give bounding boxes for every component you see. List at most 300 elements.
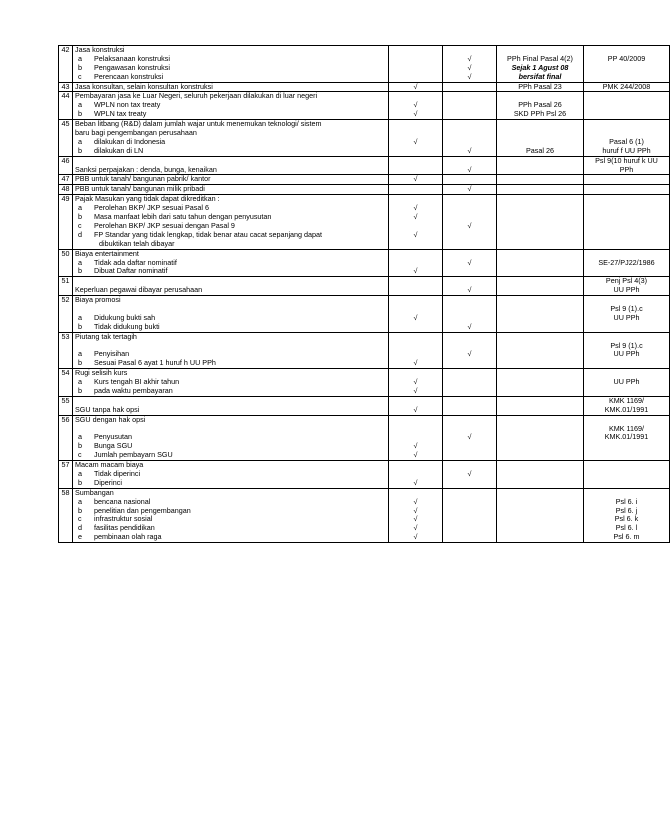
item-description	[73, 415, 389, 460]
sub-item-letter: a	[78, 100, 82, 110]
cell-line: baru bagi pengembangan perusahaan	[75, 128, 197, 138]
blank-line	[584, 73, 669, 82]
blank-line	[443, 369, 496, 378]
sub-item-letter: a	[78, 136, 82, 146]
blank-line	[584, 470, 669, 479]
blank-line	[584, 359, 669, 368]
check-mark: √	[413, 203, 418, 213]
check-mark: √	[467, 62, 472, 72]
table-row	[59, 46, 670, 83]
cell-line: UU PPh	[613, 349, 640, 359]
check-mark: √	[467, 432, 472, 442]
check-mark: √	[467, 469, 472, 479]
blank-line	[443, 515, 496, 524]
blank-line	[497, 157, 583, 166]
sub-item-label: WPLN tax treaty	[94, 109, 147, 119]
blank-line	[389, 333, 442, 342]
deductible-column	[389, 175, 443, 185]
cell-line: UU PPh	[613, 377, 640, 387]
deductible-column	[389, 46, 443, 83]
reference-column	[584, 249, 670, 277]
note-column	[497, 277, 584, 296]
sub-item-letter: a	[78, 469, 82, 479]
note-column	[497, 175, 584, 185]
row-number: 53	[59, 332, 73, 369]
table-row	[59, 175, 670, 185]
sub-item	[73, 451, 388, 460]
blank-line	[584, 479, 669, 488]
blank-line	[584, 442, 669, 451]
item-description	[73, 185, 389, 195]
note-column	[497, 415, 584, 460]
item-description	[73, 82, 389, 92]
blank-line	[389, 120, 442, 129]
sub-item-label: Tidak diperinci	[94, 469, 141, 479]
sub-item-letter: c	[78, 450, 82, 460]
blank-line	[389, 461, 442, 470]
cell-line: KMK.01/1991	[604, 404, 649, 414]
blank-line	[497, 498, 583, 507]
reference-column	[584, 82, 670, 92]
deductible-column	[389, 277, 443, 296]
blank-line	[497, 470, 583, 479]
reference-column	[584, 156, 670, 175]
blank-line	[497, 342, 583, 351]
blank-line	[497, 533, 583, 542]
item-description	[73, 156, 389, 175]
blank-line	[497, 305, 583, 314]
deductible-column	[389, 82, 443, 92]
sub-item-label: Diperinci	[94, 477, 122, 487]
note-column	[497, 82, 584, 92]
cell-line: Psl 6. m	[613, 532, 640, 542]
check-mark: √	[467, 220, 472, 230]
reference-column	[584, 92, 670, 120]
cell-line: Sumbangan	[75, 487, 114, 497]
cell-line: PP 40/2009	[607, 53, 646, 63]
blank-line	[497, 425, 583, 434]
sub-item-label: fasilitas pendidikan	[94, 523, 155, 533]
blank-line	[443, 296, 496, 305]
blank-line	[389, 323, 442, 332]
note-column	[497, 185, 584, 195]
blank-line	[389, 64, 442, 73]
deductible-column	[389, 185, 443, 195]
cell-line: Rugi selisih kurs	[75, 368, 128, 378]
non-deductible-column	[443, 277, 497, 296]
cell-line: Pajak Masukan yang tidak dapat dikreditkan :	[75, 194, 220, 204]
blank-line	[389, 277, 442, 286]
cell-line: UU PPh	[613, 285, 640, 295]
sub-item-letter: a	[78, 257, 82, 267]
blank-line	[443, 129, 496, 138]
table-row	[59, 488, 670, 542]
reference-column	[584, 175, 670, 185]
check-mark: √	[413, 266, 418, 276]
check-mark: √	[467, 145, 472, 155]
blank-line	[497, 250, 583, 259]
note-text: Sejak 1 Agust 08	[511, 62, 569, 72]
check-mark: √	[413, 496, 418, 506]
sub-item-label: penelitian dan pengembangan	[94, 505, 191, 515]
table-row	[59, 156, 670, 175]
check-mark: √	[413, 514, 418, 524]
sub-item-letter: b	[78, 212, 82, 222]
table-row	[59, 296, 670, 333]
blank-line	[584, 120, 669, 129]
blank-line	[443, 387, 496, 396]
blank-line	[497, 369, 583, 378]
blank-line	[497, 416, 583, 425]
sub-item	[73, 479, 388, 488]
blank-line	[497, 515, 583, 524]
row-number: 45	[59, 120, 73, 157]
reference-column	[584, 120, 670, 157]
blank-line	[497, 267, 583, 276]
table-row	[59, 195, 670, 249]
check-mark: √	[413, 358, 418, 368]
deductible-column	[389, 120, 443, 157]
sub-item-letter: b	[78, 477, 82, 487]
blank-line	[584, 387, 669, 396]
check-mark: √	[467, 53, 472, 63]
non-deductible-column	[443, 396, 497, 415]
blank-line	[497, 350, 583, 359]
cell-line: SE-27/PJ22/1986	[598, 257, 655, 267]
blank-line	[497, 489, 583, 498]
cell-line: SGU tanpa hak opsi	[75, 404, 140, 414]
blank-line	[497, 222, 583, 231]
check-mark: √	[413, 377, 418, 387]
sub-item-letter: b	[78, 505, 82, 515]
sub-item-letter: b	[78, 109, 82, 119]
deductible-column	[389, 195, 443, 249]
row-number: 50	[59, 249, 73, 277]
blank-line	[389, 296, 442, 305]
item-description	[73, 46, 389, 83]
sub-item-letter: a	[78, 312, 82, 322]
check-mark: √	[467, 164, 472, 174]
table-row	[59, 461, 670, 489]
blank-line	[497, 231, 583, 240]
sub-item-label: Perolehan BKP/ JKP sesuai Pasal 6	[94, 203, 209, 213]
non-deductible-column	[443, 46, 497, 83]
non-deductible-column	[443, 175, 497, 185]
sub-item	[73, 73, 388, 82]
row-number: 47	[59, 175, 73, 185]
blank-line	[443, 195, 496, 204]
blank-line	[497, 277, 583, 286]
cell-line: Pasal 26	[526, 145, 554, 155]
blank-line	[443, 416, 496, 425]
cell-line: KMK 1169/	[608, 395, 645, 405]
non-deductible-column	[443, 461, 497, 489]
blank-line	[443, 406, 496, 415]
sub-item-letter: b	[78, 145, 82, 155]
sub-item-label: Pelaksanaan konstruksi	[94, 53, 170, 63]
sub-item-letter: a	[78, 377, 82, 387]
blank-line	[584, 185, 669, 194]
cell-line: Jasa konsultan, selain konsultan konstruksi	[75, 81, 213, 91]
cell-line: Beban litbang (R&D) dalam jumlah wajar untuk menemukan teknologi/ sistem	[75, 119, 322, 129]
blank-line	[443, 442, 496, 451]
sub-item-label: Dibuat Daftar nominatif	[94, 266, 168, 276]
blank-line	[443, 240, 496, 249]
sub-item	[73, 147, 388, 156]
sub-item-label: bencana nasional	[94, 496, 151, 506]
item-description	[73, 277, 389, 296]
check-mark: √	[467, 257, 472, 267]
blank-line	[389, 342, 442, 351]
deductible-column	[389, 415, 443, 460]
blank-line	[389, 250, 442, 259]
blank-line	[584, 110, 669, 119]
blank-line	[584, 222, 669, 231]
sub-item-label: Perencaan konstruksi	[94, 71, 164, 81]
blank-line	[443, 378, 496, 387]
deductible-column	[389, 396, 443, 415]
check-mark: √	[413, 100, 418, 110]
row-number: 49	[59, 195, 73, 249]
sub-item-letter: c	[78, 514, 82, 524]
check-mark: √	[413, 81, 418, 91]
check-mark: √	[413, 174, 418, 184]
cell-line: Pembayaran jasa ke Luar Negeri, seluruh pekerjaan dilakukan di luar negeri	[75, 91, 318, 101]
cell-line: UU PPh	[613, 312, 640, 322]
check-mark: √	[413, 523, 418, 533]
sub-item-letter: a	[78, 349, 82, 359]
blank-line	[389, 46, 442, 55]
blank-line	[443, 479, 496, 488]
blank-line	[443, 498, 496, 507]
non-deductible-column	[443, 185, 497, 195]
cell-line: SGU dengan hak opsi	[75, 414, 146, 424]
blank-line	[497, 387, 583, 396]
table-row	[59, 415, 670, 460]
reference-column	[584, 396, 670, 415]
non-deductible-column	[443, 156, 497, 175]
sub-item-label: FP Standar yang tidak lengkap, tidak benar atau cacat sepanjang dapat	[94, 229, 323, 239]
check-mark: √	[413, 109, 418, 119]
table-row	[59, 82, 670, 92]
blank-line	[443, 83, 496, 92]
item-description	[73, 120, 389, 157]
blank-line	[443, 489, 496, 498]
blank-line	[497, 259, 583, 268]
blank-line	[497, 359, 583, 368]
tax-deduction-table	[58, 45, 670, 543]
blank-line	[497, 333, 583, 342]
item-description	[73, 296, 389, 333]
cell-line: KMK 1169/	[608, 423, 645, 433]
cell-line: PPh	[619, 164, 634, 174]
cell-line: Keperluan pegawai dibayar perusahaan	[75, 285, 203, 295]
blank-line	[584, 101, 669, 110]
table-row	[59, 369, 670, 397]
sub-item-letter: b	[78, 266, 82, 276]
blank-line	[497, 451, 583, 460]
table-row	[59, 92, 670, 120]
blank-line	[584, 451, 669, 460]
item-description	[73, 488, 389, 542]
reference-column	[584, 415, 670, 460]
table-row	[59, 249, 670, 277]
item-description	[73, 396, 389, 415]
reference-column	[584, 296, 670, 333]
blank-line	[584, 231, 669, 240]
row-number: 48	[59, 185, 73, 195]
sub-item-letter: a	[78, 53, 82, 63]
note-text: bersifat final	[518, 71, 562, 81]
sub-item-label: pembinaan olah raga	[94, 532, 162, 542]
sub-item-label: WPLN non tax treaty	[94, 100, 161, 110]
blank-line	[497, 166, 583, 175]
note-column	[497, 296, 584, 333]
blank-line	[497, 507, 583, 516]
blank-line	[389, 166, 442, 175]
sub-item-label: dilakukan di LN	[94, 145, 144, 155]
item-description	[73, 249, 389, 277]
table-body	[59, 46, 670, 543]
row-number: 46	[59, 156, 73, 175]
reference-column	[584, 277, 670, 296]
row-number: 42	[59, 46, 73, 83]
check-mark: √	[467, 71, 472, 81]
row-number: 58	[59, 488, 73, 542]
cell-line: Biaya promosi	[75, 295, 121, 305]
row-number: 51	[59, 277, 73, 296]
non-deductible-column	[443, 82, 497, 92]
deductible-column	[389, 332, 443, 369]
cell-line: PBB untuk tanah/ bangunan milik pribadi	[75, 184, 205, 194]
deductible-column	[389, 249, 443, 277]
sub-item	[73, 267, 388, 276]
reference-column	[584, 195, 670, 249]
sub-item-letter: b	[78, 62, 82, 72]
non-deductible-column	[443, 332, 497, 369]
deductible-column	[389, 369, 443, 397]
cell-line: PBB untuk tanah/ bangunan pabrik/ kantor	[75, 174, 211, 184]
cell-line: Macam macam biaya	[75, 460, 144, 470]
blank-line	[443, 524, 496, 533]
reference-column	[584, 332, 670, 369]
sub-item-letter: a	[78, 432, 82, 442]
sub-item-label: Kurs tengah BI akhir tahun	[94, 377, 180, 387]
blank-line	[497, 314, 583, 323]
blank-line	[497, 129, 583, 138]
note-column	[497, 396, 584, 415]
blank-line	[389, 425, 442, 434]
sub-item-label: Penyusutan	[94, 432, 132, 442]
blank-line	[443, 507, 496, 516]
blank-line	[389, 416, 442, 425]
blank-line	[584, 213, 669, 222]
sub-item-letter: d	[78, 229, 82, 239]
blank-line	[584, 175, 669, 184]
item-description	[73, 369, 389, 397]
note-column	[497, 461, 584, 489]
row-number: 52	[59, 296, 73, 333]
cell-line: Psl 9 (1).c	[610, 340, 643, 350]
table-row	[59, 277, 670, 296]
blank-line	[443, 204, 496, 213]
note-column	[497, 249, 584, 277]
blank-line	[497, 240, 583, 249]
cell-line: Sanksi perpajakan : denda, bunga, kenaikan	[75, 164, 217, 174]
blank-line	[389, 286, 442, 295]
blank-line	[389, 185, 442, 194]
check-mark: √	[467, 321, 472, 331]
non-deductible-column	[443, 415, 497, 460]
reference-column	[584, 461, 670, 489]
note-column	[497, 156, 584, 175]
check-mark: √	[467, 184, 472, 194]
blank-line	[497, 204, 583, 213]
check-mark: √	[413, 477, 418, 487]
sub-item	[73, 387, 388, 396]
sub-item-letter: a	[78, 203, 82, 213]
blank-line	[497, 323, 583, 332]
sub-item-letter: b	[78, 441, 82, 451]
blank-line	[389, 73, 442, 82]
blank-line	[443, 231, 496, 240]
blank-line	[389, 147, 442, 156]
item-description	[73, 175, 389, 185]
blank-line	[443, 120, 496, 129]
blank-line	[443, 397, 496, 406]
cell-line: Psl 6. l	[615, 523, 638, 533]
blank-line	[497, 378, 583, 387]
cell-line: Psl 6. i	[615, 496, 638, 506]
blank-line	[497, 175, 583, 184]
non-deductible-column	[443, 92, 497, 120]
cell-line: Jasa konstruksi	[75, 45, 125, 54]
reference-column	[584, 185, 670, 195]
blank-line	[443, 359, 496, 368]
cell-line: PMK 244/2008	[602, 81, 651, 91]
blank-line	[497, 433, 583, 442]
blank-line	[497, 286, 583, 295]
sub-item-letter: a	[78, 496, 82, 506]
blank-line	[497, 213, 583, 222]
sub-item-label: Masa manfaat lebih dari satu tahun dengan penyusutan	[94, 212, 272, 222]
note-column	[497, 488, 584, 542]
sub-item-label: Tidak ada daftar nominatif	[94, 257, 177, 267]
item-description	[73, 92, 389, 120]
check-mark: √	[413, 532, 418, 542]
sub-item-label: infrastruktur sosial	[94, 514, 153, 524]
note-column	[497, 332, 584, 369]
blank-line	[443, 305, 496, 314]
cell-line: SKD PPh Psl 26	[513, 109, 567, 119]
check-mark: √	[467, 285, 472, 295]
blank-line	[497, 479, 583, 488]
blank-line	[497, 397, 583, 406]
blank-line	[443, 101, 496, 110]
blank-line	[497, 296, 583, 305]
blank-line	[584, 461, 669, 470]
sub-item-label: dilakukan di Indonesia	[94, 136, 166, 146]
row-number: 54	[59, 369, 73, 397]
blank-line	[443, 110, 496, 119]
sub-item-letter: b	[78, 358, 82, 368]
blank-line	[497, 195, 583, 204]
deductible-column	[389, 488, 443, 542]
check-mark: √	[413, 404, 418, 414]
blank-line	[584, 195, 669, 204]
sub-item-letter: b	[78, 321, 82, 331]
blank-line	[584, 92, 669, 101]
